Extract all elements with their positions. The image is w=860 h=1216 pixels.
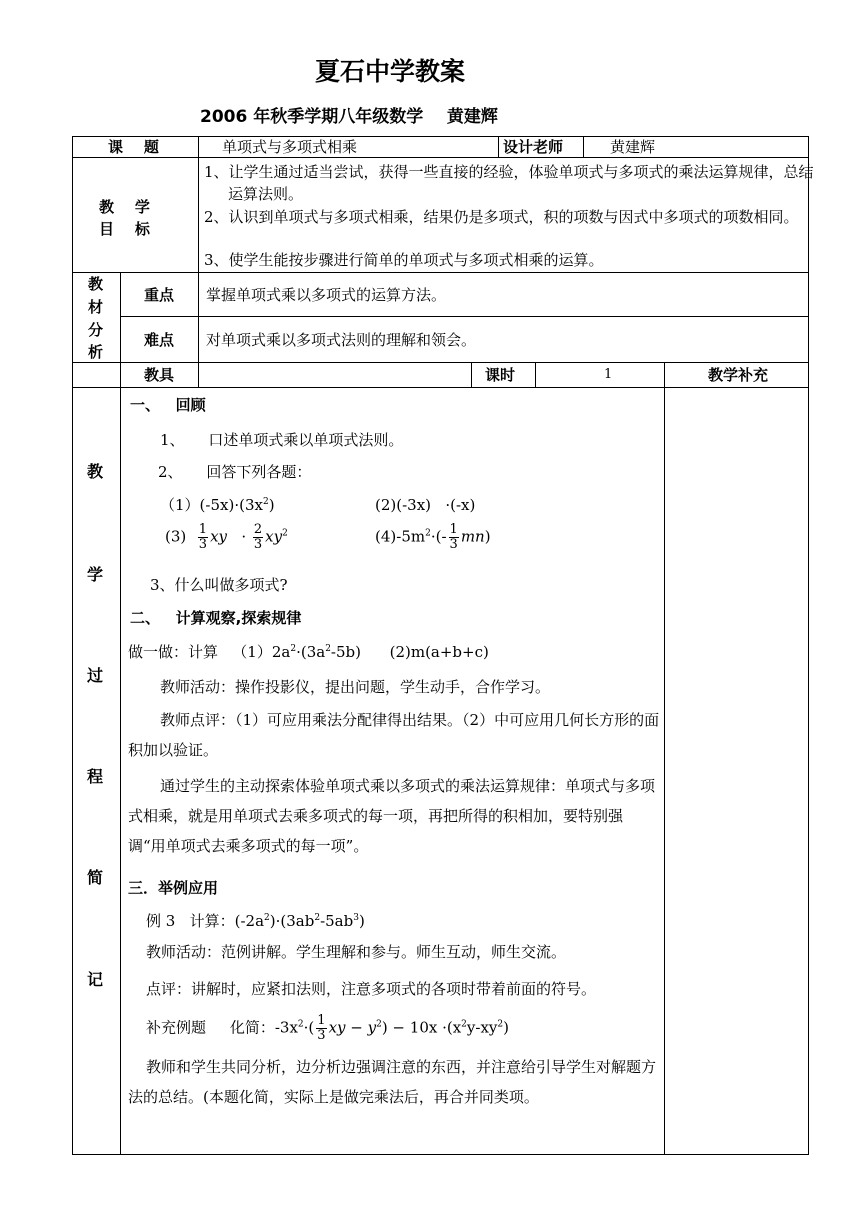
- analysis-label-3: 分: [88, 321, 104, 339]
- hours-label: 课时: [485, 366, 516, 384]
- process-label-5: 简: [87, 868, 104, 887]
- supplement-example: 补充例题 化简：$-3x^2\cdot$( $\frac{1}{3}$ xy − $y^2) - 10x \cdot(x^2y-xy^2)$: [146, 1013, 509, 1043]
- rule-explanation: 通过学生的主动探索体验单项式乘以多项式的乘法运算规律：单项式与多项式相乘，就是用单项式去乘多项式的每一项，再把所得的积相加，要特别强调“用单项式去乘多项式的每一项”。: [128, 777, 656, 855]
- goal-item-1: 1、让学生通过适当尝试，获得一些直接的经验，体验单项式与多项式的乘法运算规律，总结运算法则。: [204, 163, 814, 203]
- difficult-point-text: 对单项式乘以多项式法则的理解和领会。: [206, 331, 477, 349]
- analysis-label-4: 析: [88, 343, 104, 361]
- review-item-1: 1、 口述单项式乘以单项式法则。: [160, 431, 404, 449]
- designer-value: 黄建辉: [610, 138, 656, 156]
- goal-item-3: 3、使学生能按步骤进行简单的单项式与多项式相乘的运算。: [204, 251, 604, 269]
- process-label-2: 学: [87, 565, 104, 584]
- try-it-line: 做一做：计算 $(1)2a^2\cdot(3a^2-5b)$ (2)m(a+b+c): [128, 643, 489, 661]
- topic-label: 课 题: [108, 138, 159, 156]
- key-point-text: 掌握单项式乘以多项式的运算方法。: [206, 286, 447, 304]
- goals-label-line2: 目 标: [99, 220, 150, 238]
- section-3-title: 三．举例应用: [128, 879, 219, 897]
- process-label-1: 教: [87, 462, 104, 481]
- teacher-activity-1: 教师活动：操作投影仪，提出问题，学生动手，合作学习。: [160, 678, 551, 696]
- section-1-title: 一、 回顾: [130, 396, 206, 414]
- equation-3: (3) $\frac{1}{3}$ xy · $\frac{2}{3}$ $xy^2$: [165, 522, 288, 552]
- review-item-2: 2、 回答下列各题：: [158, 463, 312, 481]
- equation-4: $(4)-5m^2\cdot(-$ $\frac{1}{3}$ mn): [375, 522, 491, 552]
- analysis-label-1: 教: [88, 275, 104, 293]
- tools-label: 教具: [144, 366, 175, 384]
- goals-label-line1: 教 学: [99, 198, 150, 216]
- process-label-3: 过: [87, 666, 104, 685]
- process-label-6: 记: [87, 970, 104, 989]
- topic-value: 单项式与多项式相乘: [222, 138, 358, 156]
- section-2-title: 二、 计算观察,探索规律: [130, 609, 302, 627]
- difficult-point-label: 难点: [144, 331, 175, 349]
- review-item-3: 3、什么叫做多项式?: [150, 576, 288, 594]
- designer-label: 设计老师: [503, 138, 564, 156]
- analysis-label-2: 材: [88, 298, 104, 316]
- equation-2: (2)(-3x) ·(-x): [375, 496, 476, 514]
- page-subtitle: 2006 年秋季学期八年级数学 黄建辉: [200, 107, 498, 127]
- equation-1: $(1)(-5x)\cdot(3x^2)$: [160, 496, 275, 514]
- joint-analysis: 教师和学生共同分析，边分析边强调注意的东西，并注意给引导学生对解题方法的总结。(本题化简，实际上是做完乘法后，再合并同类项。: [128, 1058, 657, 1106]
- teacher-comment-1: 教师点评：（1）可应用乘法分配律得出结果。（2）中可应用几何长方形的面积加以验证。: [128, 711, 660, 759]
- supplement-label: 教学补充: [708, 366, 769, 384]
- process-label-4: 程: [87, 767, 104, 786]
- key-point-label: 重点: [144, 286, 175, 304]
- teacher-comment-2: 点评：讲解时，应紧扣法则，注意多项式的各项时带着前面的符号。: [146, 980, 597, 998]
- example-3: 例 3 计算：$(-2a^2)\cdot(3ab^2-5ab^3)$: [146, 912, 365, 930]
- page-title: 夏石中学教案: [314, 57, 465, 86]
- hours-value: 1: [604, 367, 613, 382]
- goal-item-2: 2、认识到单项式与多项式相乘，结果仍是多项式，积的项数与因式中多项式的项数相同。: [204, 208, 799, 226]
- teacher-activity-2: 教师活动：范例讲解。学生理解和参与。师生互动，师生交流。: [146, 943, 567, 961]
